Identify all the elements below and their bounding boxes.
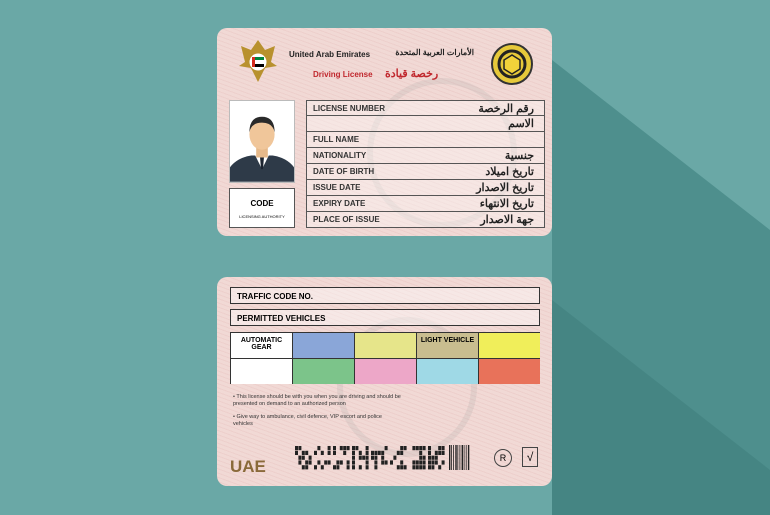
note-text: Give way to ambulance, civil defence, VIP escort and police vehicles [233, 414, 382, 427]
country-name-en: United Arab Emirates [289, 50, 371, 59]
code-label: CODE [250, 199, 274, 208]
field-row [306, 116, 545, 132]
grid-cell [231, 333, 293, 359]
grid-cell [417, 359, 479, 384]
automatic-gear-label: AUTOMATIC GEAR [240, 337, 283, 351]
field-label-ar: رقم الرخصة [478, 103, 534, 115]
check-icon: √ [522, 447, 538, 467]
holder-photo [229, 100, 295, 183]
field-label-ar: جنسية [504, 150, 534, 162]
field-label-en: FULL NAME [313, 135, 360, 144]
field-row [306, 100, 545, 116]
license-card-back [217, 277, 552, 486]
field-row [306, 164, 545, 180]
country-code: UAE [230, 457, 266, 476]
grid-cell [231, 359, 293, 384]
person-photo-icon [230, 101, 294, 182]
registered-mark-icon: R [494, 449, 512, 467]
license-title-ar: رخصة قيادة [385, 68, 439, 80]
grid-cell [479, 359, 540, 384]
permitted-vehicles-label: PERMITTED VEHICLES [237, 314, 326, 323]
grid-cell [355, 359, 417, 384]
grid-cell [293, 359, 355, 384]
field-row [306, 132, 545, 148]
field-label-ar: تاريخ الاصدار [476, 182, 534, 194]
note-text: This license should be with you when you are driving and should be presented on demand to an authorized person [233, 394, 401, 407]
field-label-ar: جهة الاصدار [480, 214, 534, 226]
field-row [306, 180, 545, 196]
license-fields [306, 100, 545, 228]
barcode-icon [295, 445, 471, 470]
grid-cell [355, 333, 417, 359]
field-label-ar: تاريخ اميلاد [485, 166, 534, 178]
field-label-en: EXPIRY DATE [313, 199, 366, 208]
code-sublabel: LICENSING AUTHORITY [239, 214, 285, 219]
grid-cell [293, 333, 355, 359]
licensing-authority-code-box [229, 188, 295, 228]
grid-cell [479, 333, 540, 359]
field-label-en: LICENSE NUMBER [313, 104, 386, 113]
country-name-ar: الأمارات العربية المتحدة [395, 48, 474, 57]
license-title-en: Driving License [313, 70, 373, 79]
note-carry-license: • This license should be with you when you are driving and should be presented on demand to an authorized person [233, 394, 401, 407]
uae-emblem-icon [235, 36, 281, 86]
field-row [306, 196, 545, 212]
field-label-en: NATIONALITY [313, 151, 367, 160]
licensing-authority-logo-icon [490, 42, 534, 86]
note-give-way: • Give way to ambulance, civil defence, VIP escort and police vehicles [233, 414, 382, 427]
license-card-front [217, 28, 552, 236]
traffic-code-box [230, 287, 540, 304]
field-row [306, 148, 545, 164]
vehicle-category-grid [230, 332, 540, 384]
field-label-en: PLACE OF ISSUE [313, 215, 380, 224]
field-label-ar: تاريخ الانتهاء [479, 198, 534, 210]
field-label-ar: الاسم [508, 118, 534, 130]
traffic-code-label: TRAFFIC CODE NO. [237, 292, 313, 301]
field-label-en: DATE OF BIRTH [313, 167, 375, 176]
light-vehicle-label: LIGHT VEHICLE [420, 337, 475, 344]
permitted-vehicles-box [230, 309, 540, 326]
grid-cell [417, 333, 479, 359]
field-label-en: ISSUE DATE [313, 183, 361, 192]
field-row [306, 212, 545, 228]
